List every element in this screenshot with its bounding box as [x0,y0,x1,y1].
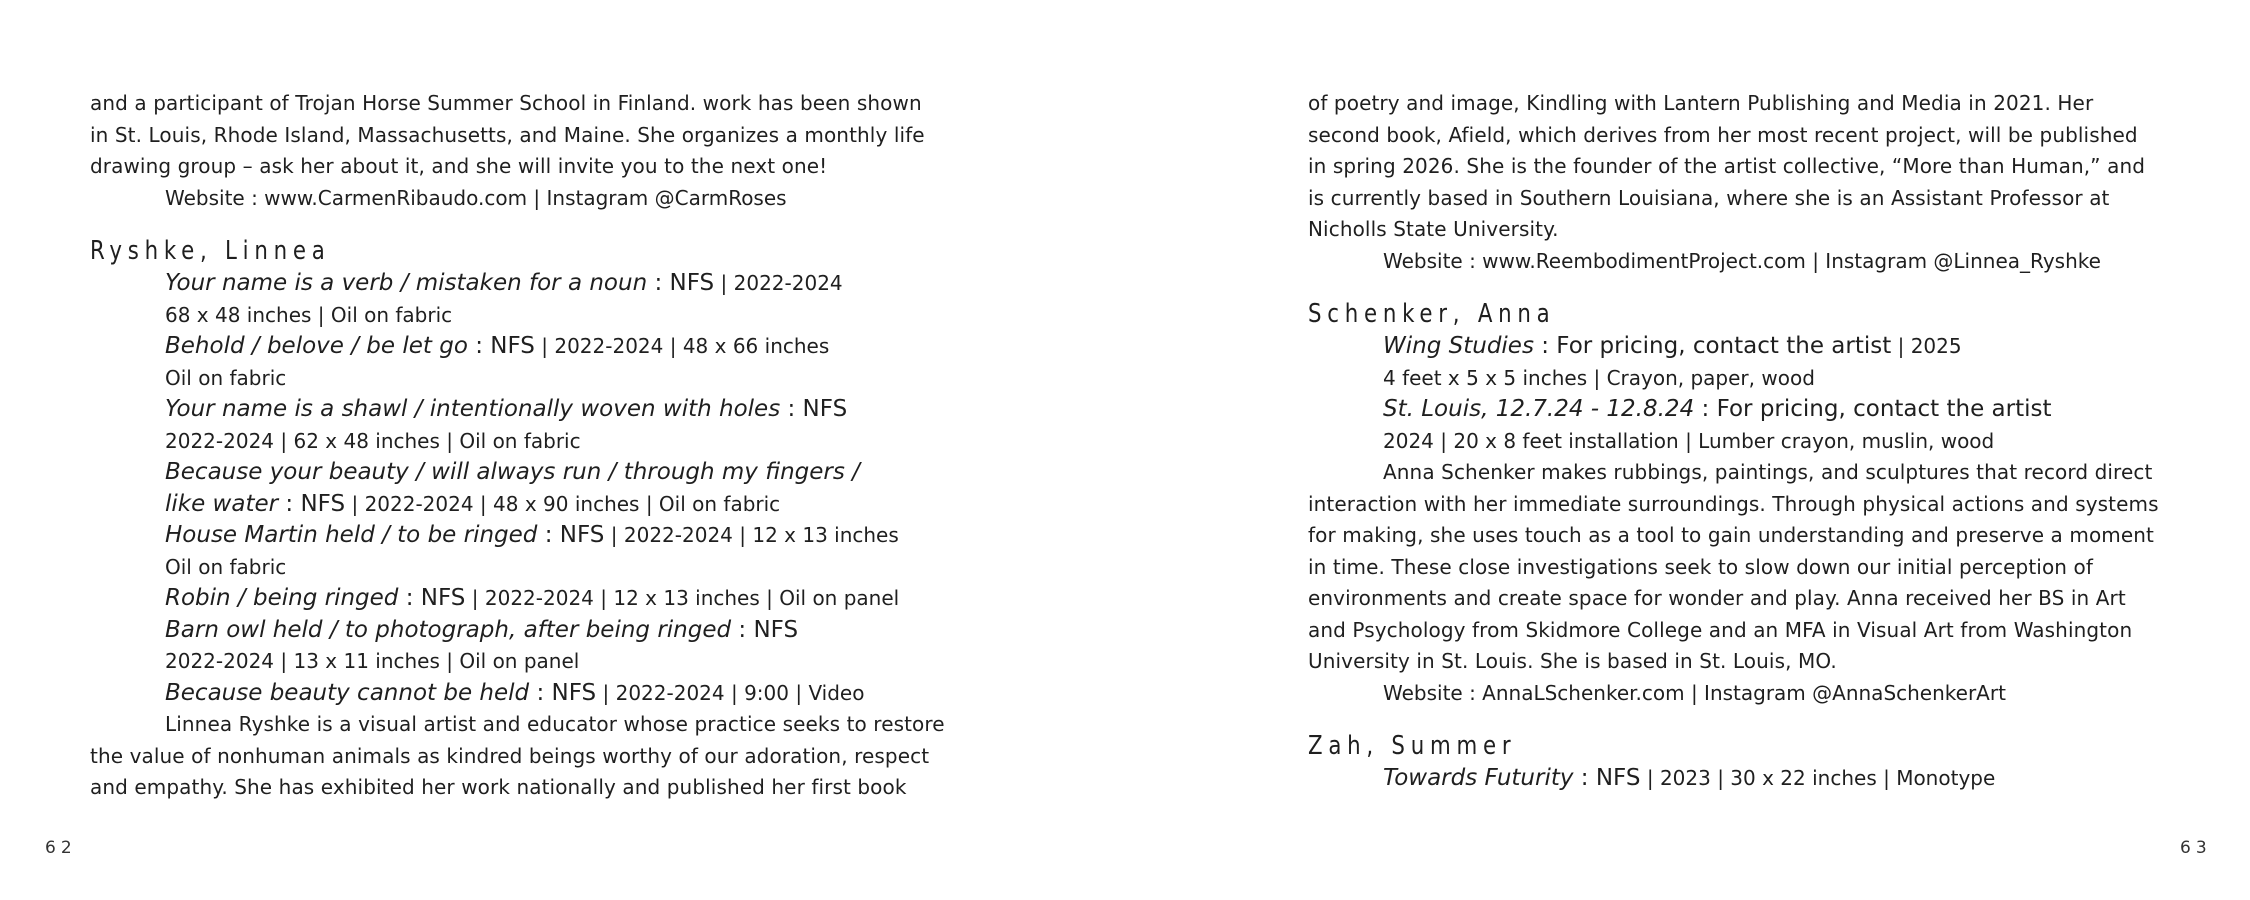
text-line: second book, Afield, which derives from her most recent project, will be published [1308,122,2138,147]
artwork-entry [165,520,970,552]
artwork-title: like water [165,490,279,517]
artwork-price: : For pricing, contact the artist [1533,333,1892,359]
artwork-entry [165,489,970,521]
artwork-title: Towards Futurity [1383,765,1574,791]
text-line: the value of nonhuman animals as kindred beings worthy of our adoration, respect [90,743,930,768]
artwork-price: : NFS [647,270,715,296]
text-line: in St. Louis, Rhode Island, Massachusetts, and Maine. She organizes a monthly life [90,122,925,147]
text-line: is currently based in Southern Louisiana, where she is an Assistant Professor at [1308,185,2110,210]
artwork-meta: | 2022-2024 [714,271,843,295]
text-line: and a participant of Trojan Horse Summer School in Finland. work has been shown [90,91,922,115]
page-number: 63 [2180,838,2212,858]
text-line: and Psychology from Skidmore College and an MFA in Visual Art from Washington [1308,617,2133,642]
text-line: and empathy. She has exhibited her work nationally and published her first book [90,775,907,799]
artwork-meta: | 2022-2024 | 12 x 13 inches | Oil on panel [465,586,900,610]
artist-bio [90,709,970,804]
artwork-details: 4 feet x 5 x 5 inches | Crayon, paper, wood [1383,365,1815,390]
artwork-entry [165,678,970,710]
text-line: University in St. Louis. She is based in St. Louis, MO. [1308,649,1837,673]
text-line: of poetry and image, Kindling with Lantern Publishing and Media in 2021. Her [1308,91,2094,115]
artist-bio [1308,457,2188,678]
artwork-meta: | 2025 [1891,334,1962,358]
artwork-price: : For pricing, contact the artist [1694,396,2052,422]
artwork-meta: | 2022-2024 | 12 x 13 inches [604,523,899,547]
artwork-meta: | 2022-2024 | 48 x 90 inches | Oil on fabric [345,491,781,516]
artwork-details: 68 x 48 inches | Oil on fabric [165,302,453,327]
artwork-details: Oil on fabric [165,365,287,390]
text-line: in time. These close investigations seek to slow down our initial perception of [1308,554,2093,579]
text-line: Linnea Ryshke is a visual artist and educator whose practice seeks to restore [165,712,945,736]
website-line: Website : www.ReembodimentProject.com | Instagram @Linnea_Ryshke [1383,248,2101,273]
works-list [1308,331,2188,457]
text-line: for making, she uses touch as a tool to gain understanding and preserve a moment [1308,523,2154,547]
artwork-price: : NFS [467,333,535,359]
artwork-entry [1383,331,2188,363]
page-number: 62 [45,838,77,858]
intro-paragraph [1308,88,2188,246]
artwork-entry [165,615,970,647]
artist-name: Ryshke, Linnea [90,236,331,266]
artwork-title: Your name is a verb / mistaken for a noun [165,270,648,296]
artwork-entry [165,457,970,489]
artwork-title: Behold / belove / be let go [165,333,468,359]
artwork-title: Wing Studies [1383,333,1534,359]
artwork-price: : NFS [537,522,605,548]
left-page [90,88,970,804]
artwork-meta: | 2022-2024 | 48 x 66 inches [534,334,830,358]
works-list [90,268,970,709]
artwork-details: Oil on fabric [165,554,287,579]
text-line: environments and create space for wonder and play. Anna received her BS in Art [1308,586,2126,610]
artwork-entry [165,268,970,300]
website-line: Website : www.CarmenRibaudo.com | Instagram @CarmRoses [165,185,787,210]
artwork-title: House Martin held / to be ringed [165,522,538,548]
artwork-title: Your name is a shawl / intentionally woven with holes [165,396,781,422]
artwork-title: Because your beauty / will always run / through my fingers / [165,459,860,485]
artwork-meta: | 2023 | 30 x 22 inches | Monotype [1640,766,1996,790]
artwork-details: 2024 | 20 x 8 feet installation | Lumber crayon, muslin, wood [1383,428,1995,453]
artist-name: Schenker, Anna [1308,299,1556,329]
artwork-entry [1383,394,2188,426]
artwork-entry [165,331,970,363]
artwork-price: : NFS [731,616,799,643]
right-page [1308,88,2188,795]
artwork-entry [165,583,970,615]
text-line: interaction with her immediate surroundings. Through physical actions and systems [1308,491,2159,516]
artwork-title: St. Louis, 12.7.24 - 12.8.24 [1383,396,1695,422]
text-line: drawing group – ask her about it, and she will invite you to the next one! [90,154,828,178]
works-list [1308,763,2188,795]
text-line: in spring 2026. She is the founder of the artist collective, “More than Human,” and [1308,154,2146,178]
artwork-price: : NFS [529,679,597,706]
website-line: Website : AnnaLSchenker.com | Instagram @AnnaSchenkerArt [1383,680,2006,705]
artwork-price: : NFS [278,490,346,517]
artwork-title: Robin / being ringed [165,585,399,611]
artwork-details: 2022-2024 | 62 x 48 inches | Oil on fabric [165,428,581,453]
artwork-title: Because beauty cannot be held [165,679,530,706]
artwork-meta: | 2022-2024 | 9:00 | Video [596,680,865,705]
text-line: Nicholls State University. [1308,217,1559,241]
artwork-title: Barn owl held / to photograph, after being ringed [165,616,732,643]
artwork-price: : NFS [780,396,848,422]
text-line: Anna Schenker makes rubbings, paintings, and sculptures that record direct [1383,460,2153,484]
artist-name: Zah, Summer [1308,731,1517,761]
intro-paragraph [90,88,970,183]
artwork-details: 2022-2024 | 13 x 11 inches | Oil on panel [165,649,580,673]
artwork-price: : NFS [1573,765,1641,791]
artwork-price: : NFS [398,585,466,611]
artwork-entry [165,394,970,426]
artwork-entry [1383,763,2188,795]
